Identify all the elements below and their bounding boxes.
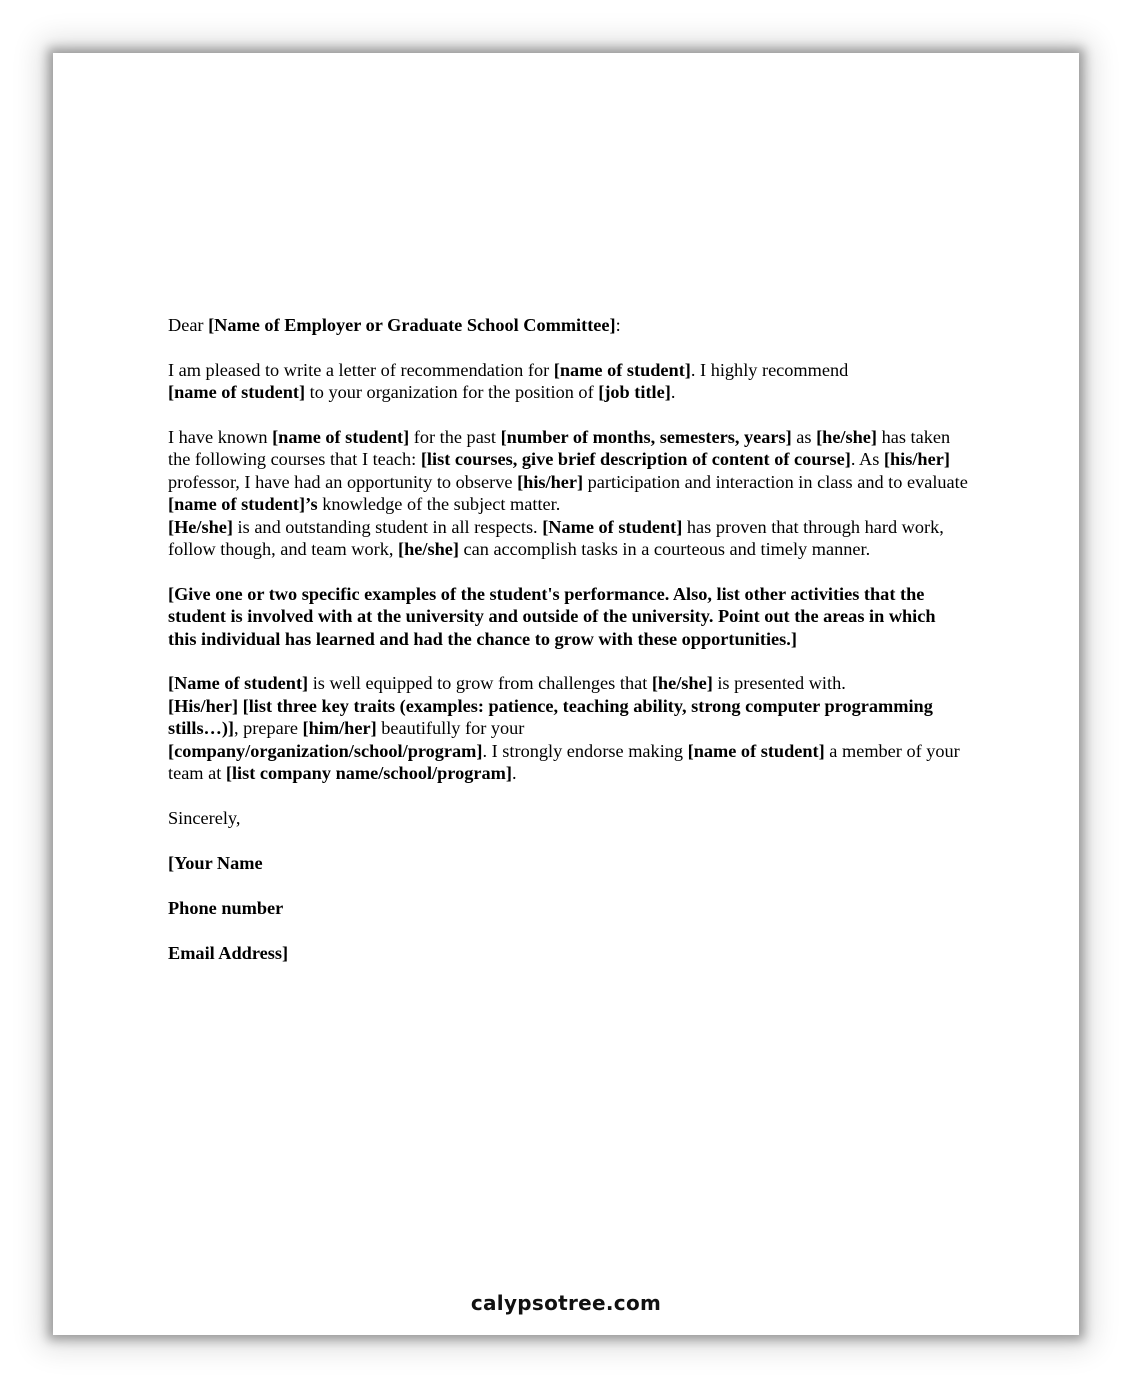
paragraph-text: . bbox=[511, 763, 517, 784]
paragraph-text: I am pleased to write a letter of recommendation for bbox=[168, 359, 554, 380]
placeholder-organization: [company/organization/school/program] bbox=[168, 740, 483, 761]
paragraph-text: beautifully for your bbox=[376, 718, 525, 739]
paragraph-text: , prepare bbox=[234, 718, 303, 739]
paragraph-text: a member of your team at bbox=[168, 740, 960, 784]
closing: Sincerely, bbox=[168, 807, 241, 828]
paragraph-text: knowledge of the subject matter. bbox=[317, 494, 561, 515]
paragraph-text: has proven that through hard work, follow though, and team work, bbox=[168, 516, 944, 560]
paragraph-intro bbox=[168, 359, 968, 404]
paragraph-courses bbox=[168, 426, 968, 560]
paragraph-text: is well equipped to grow from challenges that bbox=[308, 673, 652, 694]
placeholder-courses: [list courses, give brief description of content of course] bbox=[420, 449, 851, 470]
placeholder-duration: [number of months, semesters, years] bbox=[500, 427, 792, 447]
paragraph-text: has taken the following courses that I teach: bbox=[168, 427, 951, 470]
placeholder-key-traits: [His/her] [list three key traits (examples: patience, teaching ability, strong computer programming stills…)] bbox=[168, 695, 933, 739]
placeholder-company-name: [list company name/school/program] bbox=[225, 763, 512, 784]
paragraph-text: to your organization for the position of bbox=[305, 382, 599, 403]
placeholder-pronoun: [his/her] bbox=[517, 471, 584, 492]
paragraph-text: can accomplish tasks in a courteous and timely manner. bbox=[458, 539, 871, 560]
placeholder-student-name: [name of student] bbox=[687, 740, 825, 761]
paragraph-text: is and outstanding student in all respects. bbox=[232, 516, 543, 537]
document-page bbox=[53, 53, 1079, 1335]
site-watermark: calypsotree.com bbox=[470, 1291, 662, 1315]
placeholder-pronoun: [he/she] bbox=[398, 539, 459, 560]
signature-email: Email Address] bbox=[168, 943, 289, 964]
placeholder-student-name: [name of student]’s bbox=[168, 494, 318, 515]
placeholder-examples: [Give one or two specific examples of the student's performance. Also, list other activities that the student is involved with at the university and outside of the university. Point out the areas in which this individual has learned and had the chance to grow with these opportunities.] bbox=[168, 583, 936, 649]
paragraph-text: I have known bbox=[168, 427, 273, 447]
placeholder-recipient: [Name of Employer or Graduate School Committee] bbox=[208, 315, 616, 335]
placeholder-pronoun: [he/she] bbox=[816, 427, 877, 447]
signature-name: [Your Name bbox=[168, 852, 263, 873]
placeholder-student-name: [Name of student] bbox=[542, 516, 683, 537]
paragraph-text: . As bbox=[850, 449, 884, 470]
placeholder-pronoun: [his/her] bbox=[883, 449, 950, 470]
paragraph-text: . bbox=[670, 382, 676, 403]
placeholder-job-title: [job title] bbox=[598, 382, 671, 403]
placeholder-student-name: [name of student] bbox=[553, 359, 691, 380]
salutation-colon: : bbox=[615, 315, 621, 335]
placeholder-pronoun: [him/her] bbox=[302, 718, 377, 739]
paragraph-text: as bbox=[791, 427, 817, 447]
salutation-text: Dear bbox=[168, 315, 209, 335]
letter-body bbox=[168, 314, 968, 988]
signature-phone: Phone number bbox=[168, 898, 284, 919]
paragraph-text: . I highly recommend bbox=[690, 359, 849, 380]
paragraph-text: participation and interaction in class and to evaluate bbox=[583, 471, 968, 492]
placeholder-student-name: [name of student] bbox=[272, 427, 410, 447]
placeholder-pronoun: [He/she] bbox=[168, 516, 233, 537]
paragraph-endorsement bbox=[168, 672, 968, 784]
paragraph-text: . I strongly endorse making bbox=[482, 740, 688, 761]
paragraph-text: for the past bbox=[409, 427, 501, 447]
salutation bbox=[168, 314, 968, 336]
placeholder-student-name: [name of student] bbox=[168, 382, 306, 403]
placeholder-student-name: [Name of student] bbox=[168, 673, 309, 694]
paragraph-examples bbox=[168, 583, 968, 650]
paragraph-text: professor, I have had an opportunity to observe bbox=[168, 471, 518, 492]
paragraph-text: is presented with. bbox=[712, 673, 846, 694]
placeholder-pronoun: [he/she] bbox=[651, 673, 713, 694]
